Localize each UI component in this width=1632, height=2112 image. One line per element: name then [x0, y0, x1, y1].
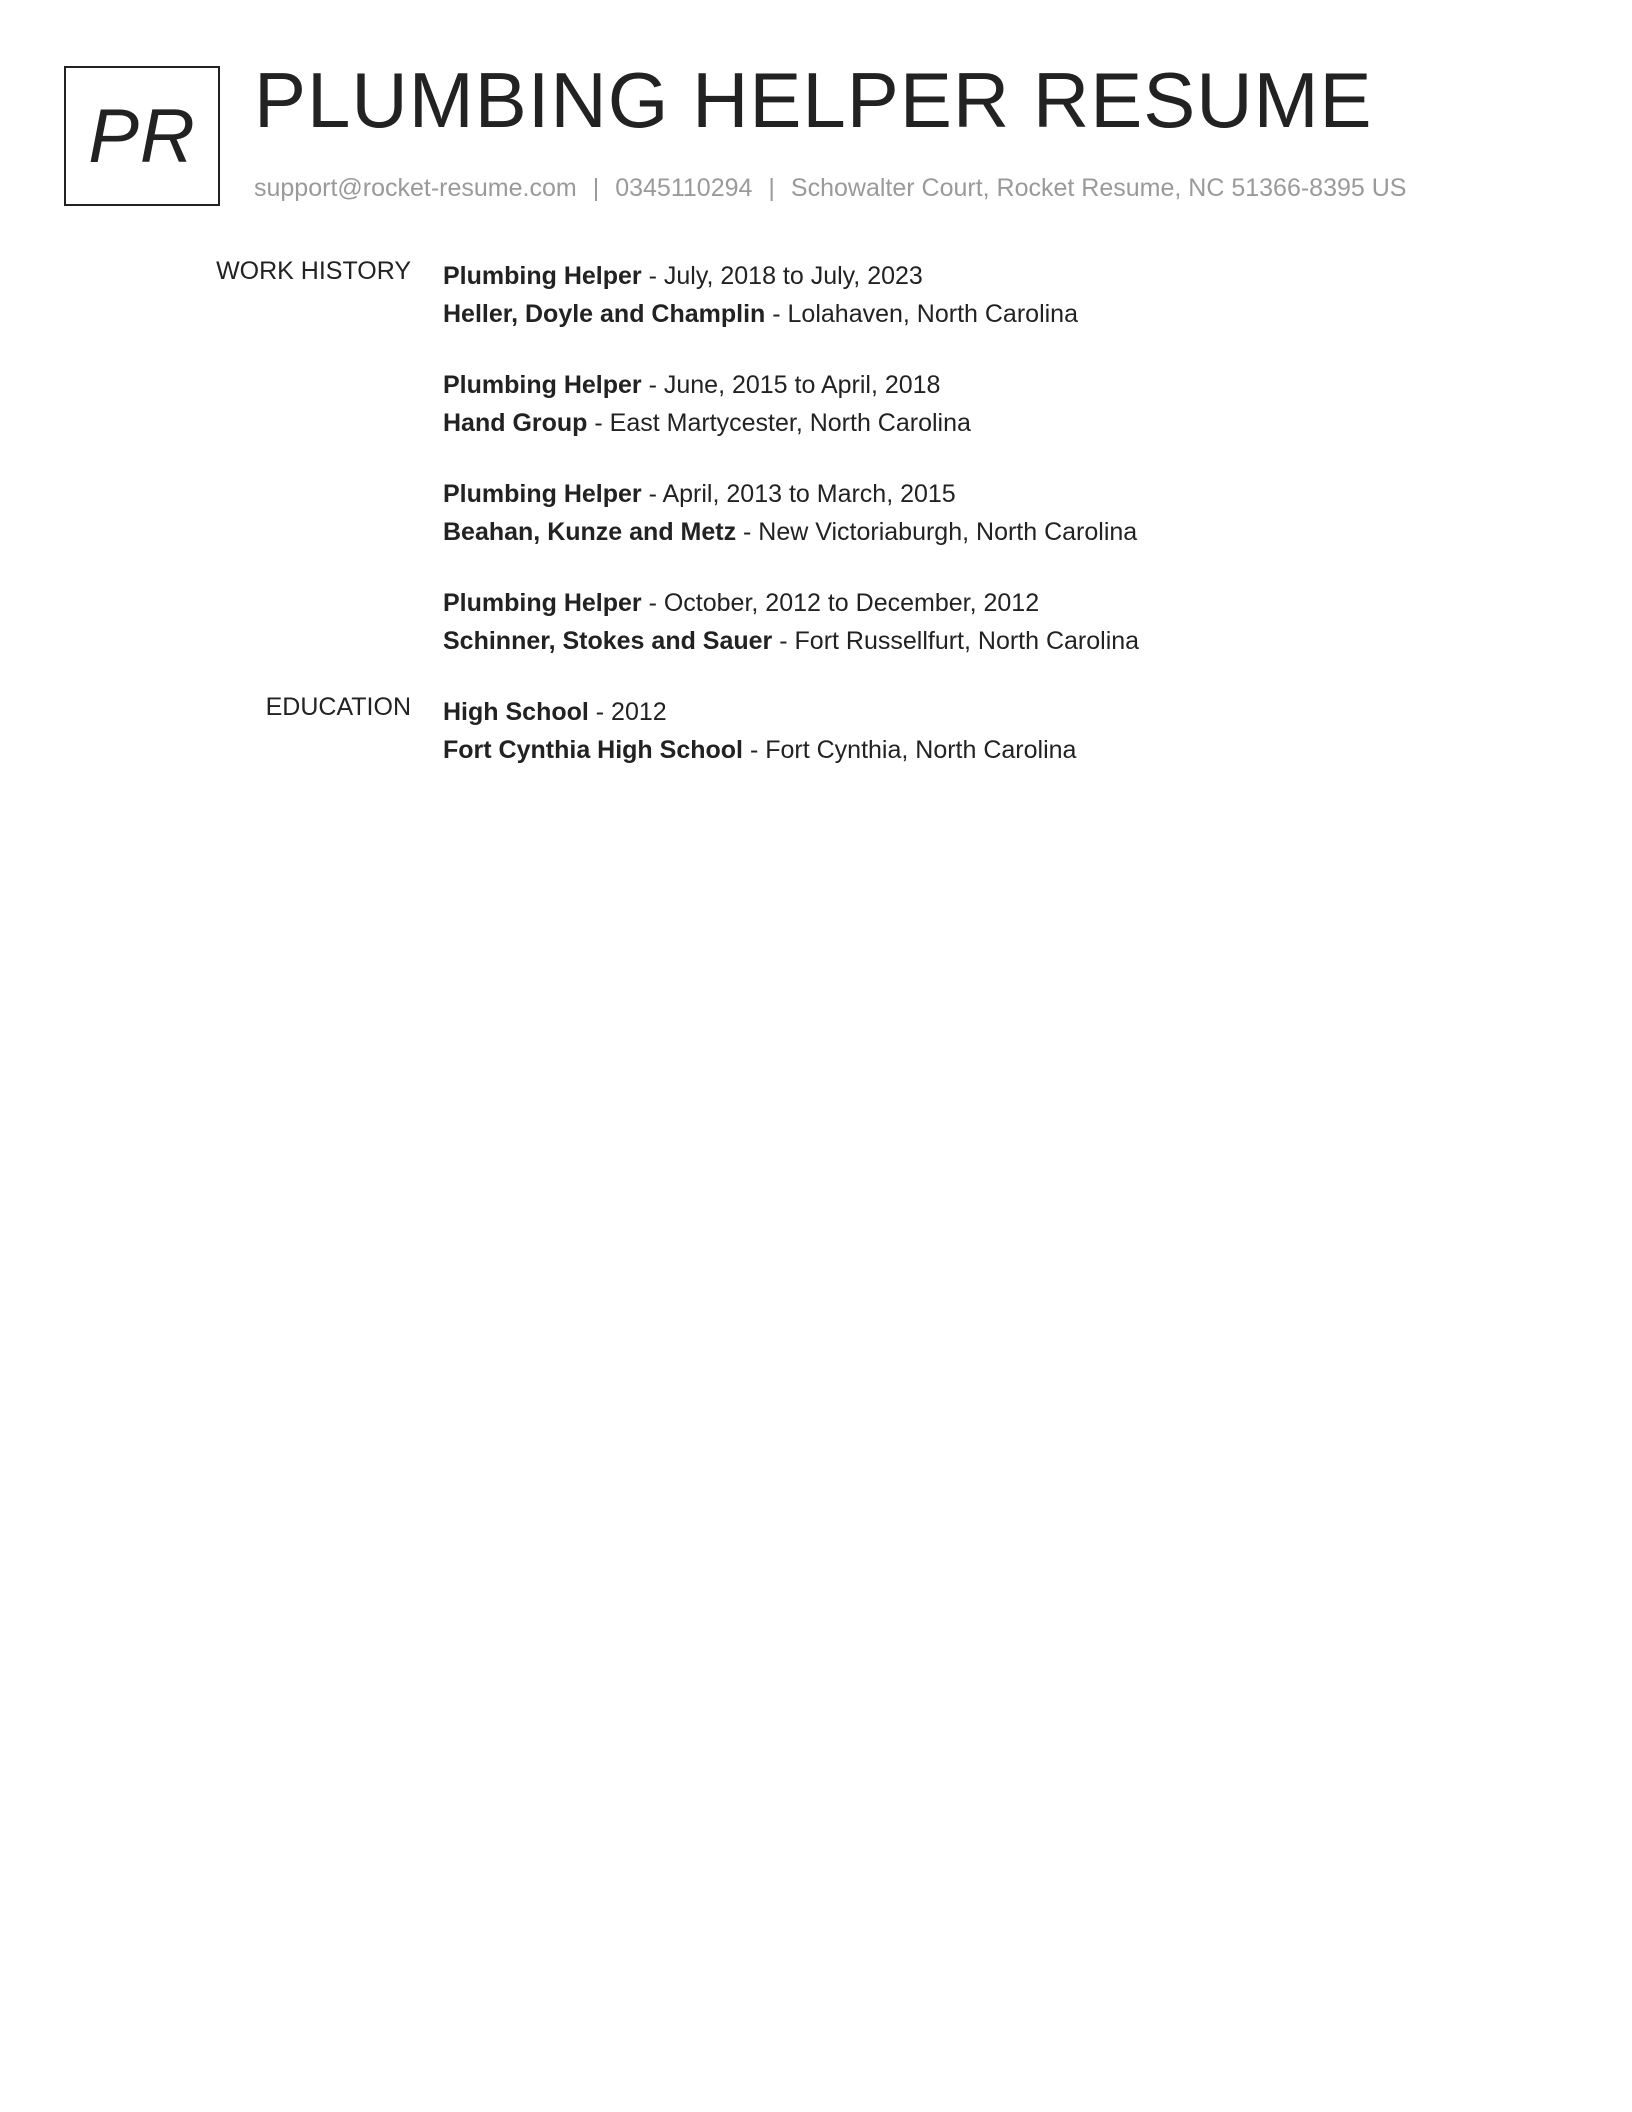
education-degree-line	[443, 693, 1076, 731]
job-title: Plumbing Helper	[443, 589, 642, 617]
company-location: - East Martycester, North Carolina	[587, 409, 971, 437]
work-history-entries	[443, 257, 1139, 693]
job-title: Plumbing Helper	[443, 262, 642, 290]
monogram-badge	[64, 66, 220, 206]
work-entry	[443, 584, 1139, 660]
work-entry-company-line	[443, 513, 1139, 551]
work-entry-company-line	[443, 622, 1139, 660]
company-location: - Lolahaven, North Carolina	[765, 300, 1078, 328]
job-title: Plumbing Helper	[443, 480, 642, 508]
work-entry	[443, 366, 1139, 442]
degree-year: - 2012	[588, 698, 667, 726]
work-history-heading: WORK HISTORY	[216, 257, 411, 285]
work-entry-title-line	[443, 475, 1139, 513]
school-name: Fort Cynthia High School	[443, 736, 743, 764]
contact-email: support@rocket-resume.com	[254, 174, 577, 202]
degree-name: High School	[443, 698, 589, 726]
company-name: Schinner, Stokes and Sauer	[443, 627, 773, 655]
contact-line	[254, 174, 1406, 203]
work-entry	[443, 257, 1139, 333]
job-dates: - July, 2018 to July, 2023	[641, 262, 923, 290]
job-dates: - April, 2013 to March, 2015	[641, 480, 956, 508]
job-dates: - June, 2015 to April, 2018	[641, 371, 941, 399]
resume-title: PLUMBING HELPER RESUME	[254, 56, 1373, 144]
work-entry-title-line	[443, 366, 1139, 404]
school-location: - Fort Cynthia, North Carolina	[743, 736, 1077, 764]
contact-address: Schowalter Court, Rocket Resume, NC 51366-8395 US	[790, 174, 1407, 202]
education-entry	[443, 693, 1076, 769]
company-name: Hand Group	[443, 409, 588, 437]
work-entry	[443, 475, 1139, 551]
contact-separator: |	[768, 174, 775, 202]
work-entry-title-line	[443, 584, 1139, 622]
company-location: - Fort Russellfurt, North Carolina	[772, 627, 1140, 655]
contact-phone: 0345110294	[615, 174, 753, 202]
job-dates: - October, 2012 to December, 2012	[641, 589, 1040, 617]
education-school-line	[443, 731, 1076, 769]
company-location: - New Victoriaburgh, North Carolina	[736, 518, 1138, 546]
work-entry-company-line	[443, 404, 1139, 442]
monogram-initials: PR	[88, 93, 196, 179]
contact-separator: |	[592, 174, 600, 202]
education-heading: EDUCATION	[265, 693, 411, 721]
company-name: Heller, Doyle and Champlin	[443, 300, 766, 328]
company-name: Beahan, Kunze and Metz	[443, 518, 737, 546]
work-entry-company-line	[443, 295, 1139, 333]
education-entries	[443, 693, 1076, 802]
job-title: Plumbing Helper	[443, 371, 642, 399]
work-entry-title-line	[443, 257, 1139, 295]
